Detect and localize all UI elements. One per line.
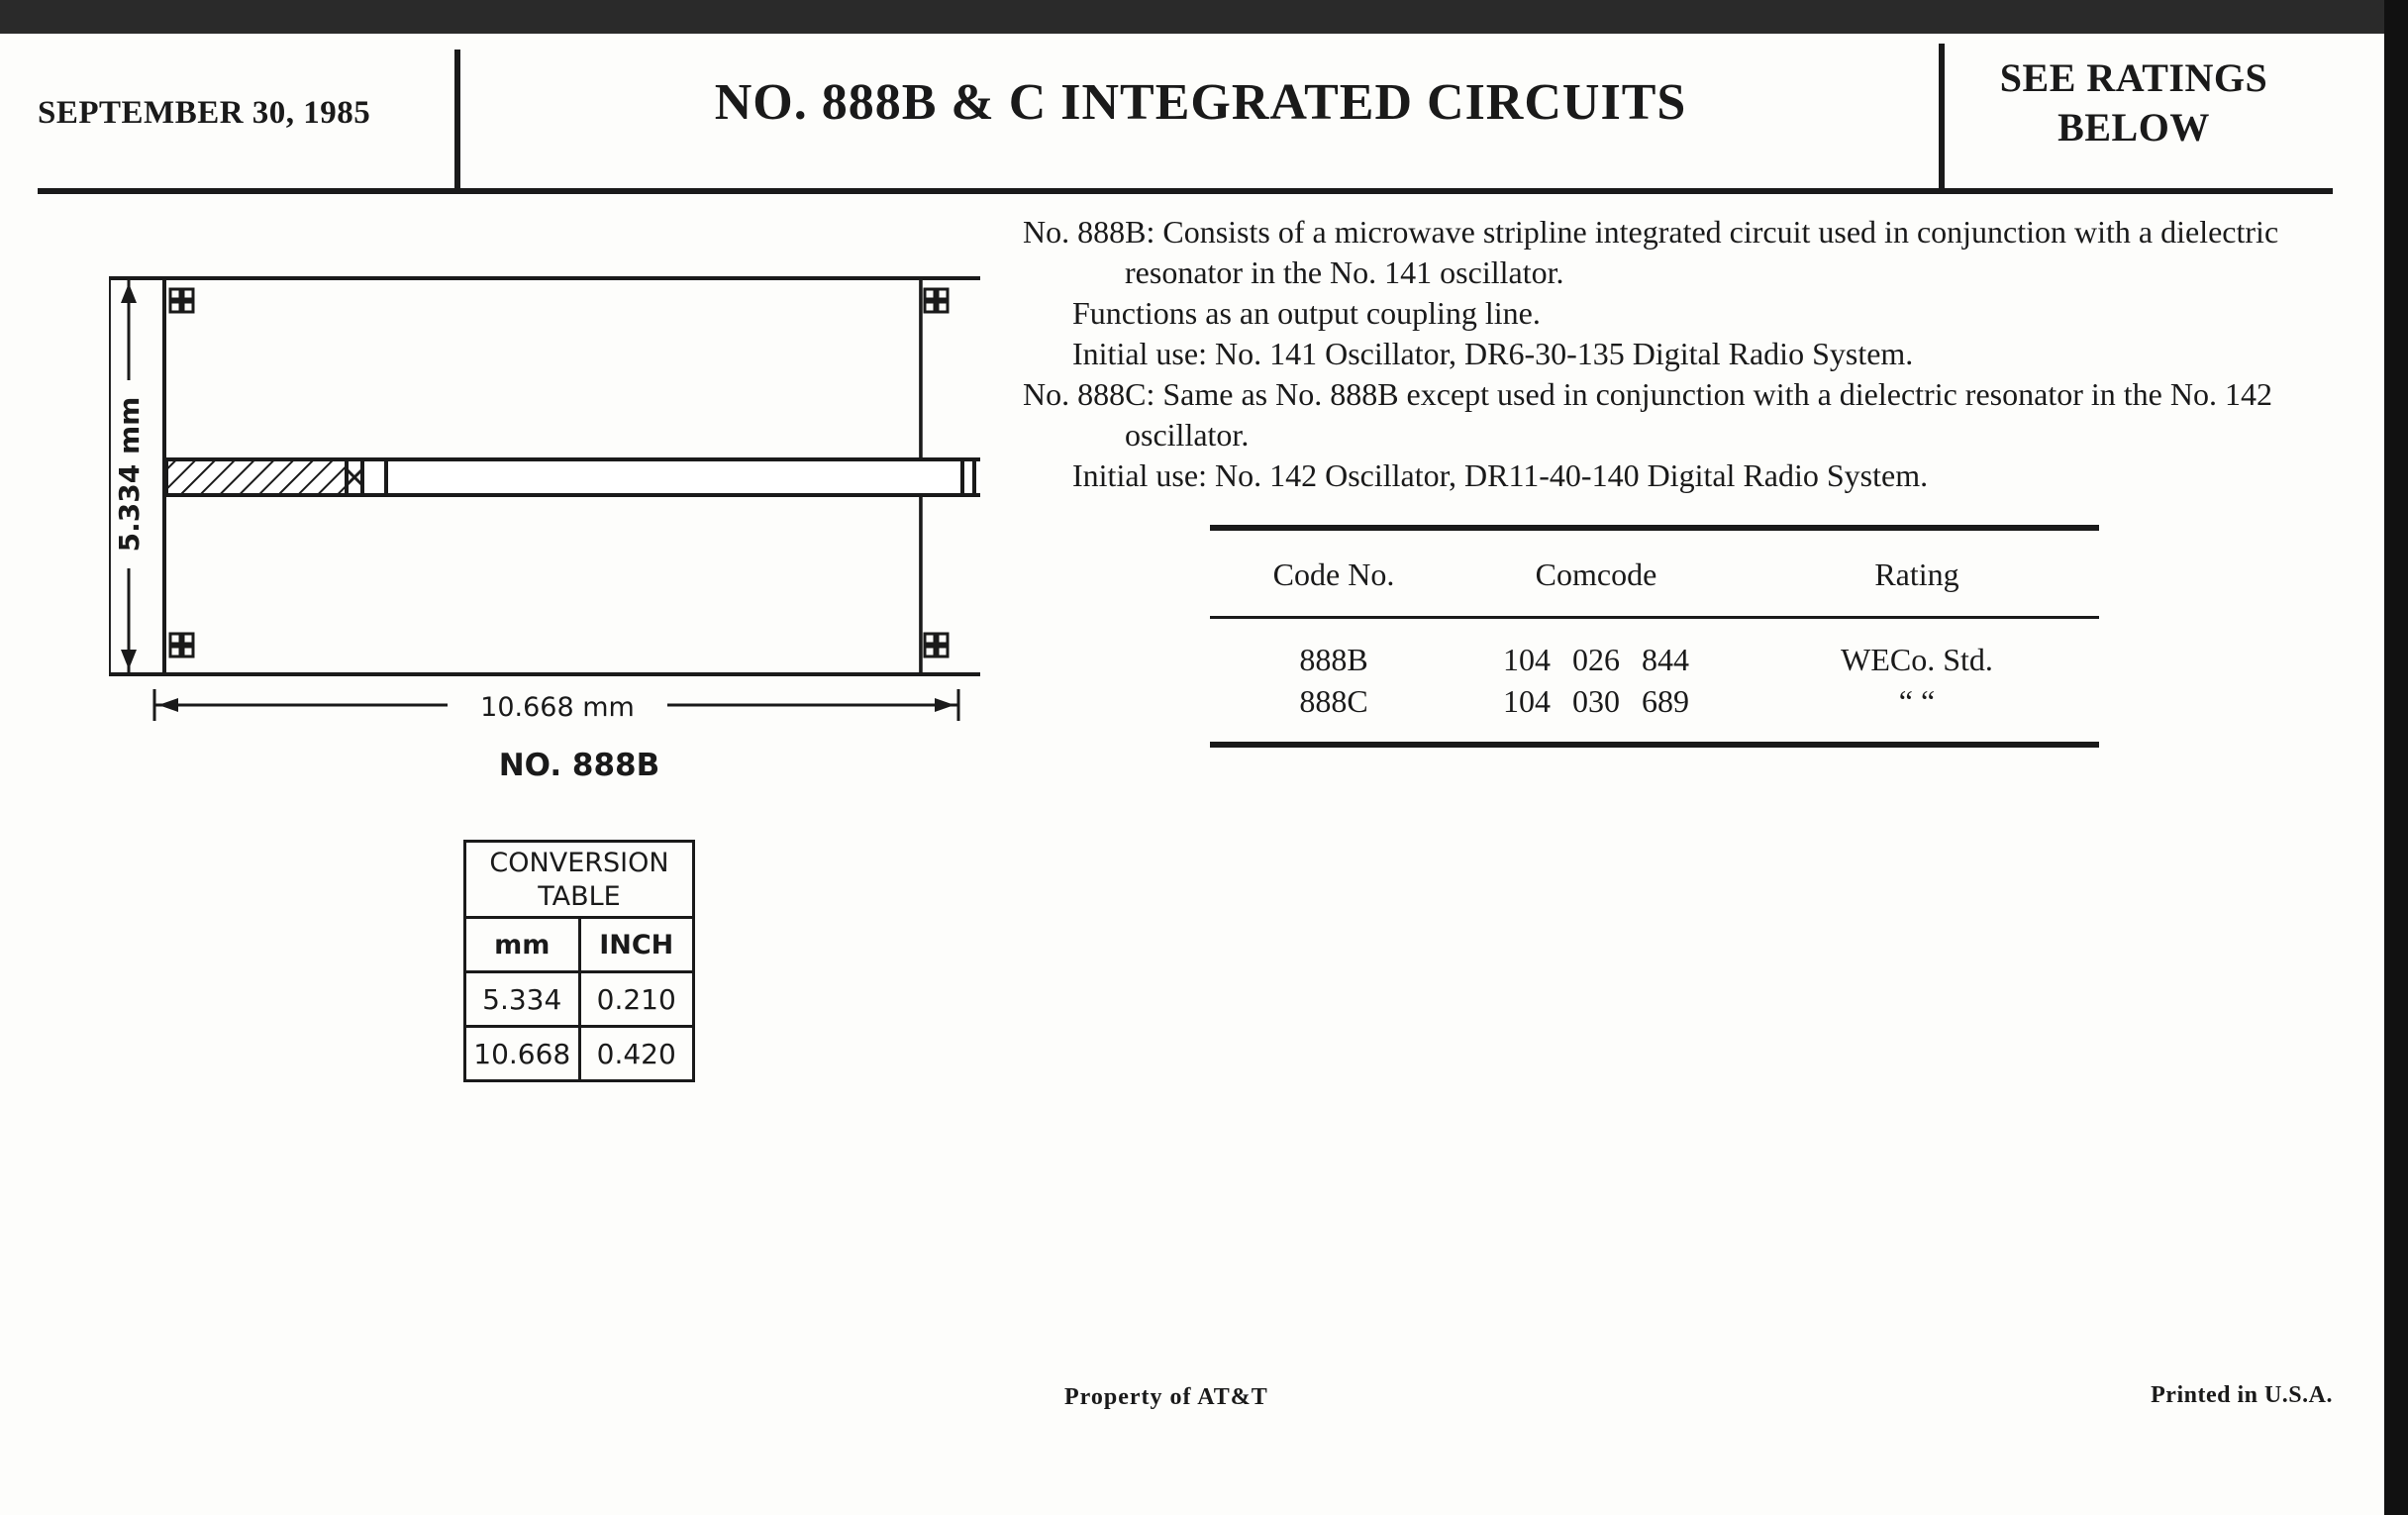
corner-pad-top-left (170, 289, 193, 312)
corner-pad-bottom-left (170, 634, 193, 656)
table-header-row (1210, 531, 2099, 616)
description-paragraph: Initial use: No. 141 Oscillator, DR6-30-135 Digital Radio System. (1072, 336, 1914, 371)
data-sheet-card (0, 34, 2384, 1515)
code-no-cell: 888C (1299, 683, 1368, 719)
col-comcode-header: Comcode (1535, 556, 1657, 592)
see-ratings-line2: BELOW (2057, 105, 2210, 150)
conversion-table (463, 840, 695, 1082)
mm-cell: 10.668 (466, 1028, 581, 1079)
table-row (1210, 680, 2099, 722)
drawing-caption: NO. 888B (498, 748, 660, 783)
corner-pad-top-right (925, 289, 948, 312)
mm-cell: 5.334 (466, 973, 581, 1025)
description-paragraph: No. 888C: Same as No. 888B except used in conjunction with a dielectric resonator in the No. 142 oscillator. (1023, 376, 2272, 453)
printed-notice: Printed in U.S.A. (2151, 1382, 2333, 1408)
ratings-table (1210, 525, 2099, 748)
table-row (1210, 639, 2099, 680)
table-body (1210, 619, 2099, 742)
conversion-col-inch: INCH (599, 929, 674, 960)
width-dimension-label: 10.668 mm (480, 692, 635, 723)
table-row (466, 973, 692, 1028)
comcode-cell: 104 030 689 (1503, 683, 1689, 719)
col-rating-header: Rating (1874, 556, 1959, 592)
description-paragraph: Initial use: No. 142 Oscillator, DR11-40-140 Digital Radio System. (1072, 457, 1929, 493)
description-block (1023, 212, 2340, 496)
height-dimension-label: 5.334 mm (113, 396, 146, 553)
circuit-outline-drawing (109, 232, 980, 786)
corner-pad-bottom-right (925, 634, 948, 656)
rating-cell: “ “ (1898, 683, 1936, 719)
table-row (466, 1028, 692, 1079)
conversion-col-mm: mm (466, 919, 581, 970)
inch-cell: 0.210 (596, 982, 676, 1016)
conversion-table-title: CONVERSION TABLE (466, 843, 692, 919)
property-notice: Property of AT&T (1064, 1384, 1268, 1410)
see-ratings-note (1946, 53, 2322, 152)
scan-edge (2384, 0, 2408, 1515)
col-code-no-header: Code No. (1272, 556, 1395, 592)
inch-cell: 0.420 (596, 1037, 676, 1070)
issue-date: SEPTEMBER 30, 1985 (38, 95, 371, 131)
header-divider-right (1939, 44, 1945, 192)
comcode-cell: 104 026 844 (1503, 642, 1689, 677)
description-paragraph: Functions as an output coupling line. (1072, 295, 1541, 331)
description-paragraph: No. 888B: Consists of a microwave stripline integrated circuit used in conjunction with a dielectric resonator in the No. 141 oscillator. (1023, 214, 2279, 290)
table-bottom-rule (1210, 742, 2099, 748)
page-title: NO. 888B & C INTEGRATED CIRCUITS (714, 74, 1687, 131)
header-rule (38, 188, 2333, 194)
see-ratings-line1: SEE RATINGS (1999, 55, 2268, 100)
stripline-conductor (166, 459, 980, 495)
conversion-header-row (466, 919, 692, 973)
code-no-cell: 888B (1299, 642, 1368, 677)
rating-cell: WECo. Std. (1841, 642, 1993, 677)
